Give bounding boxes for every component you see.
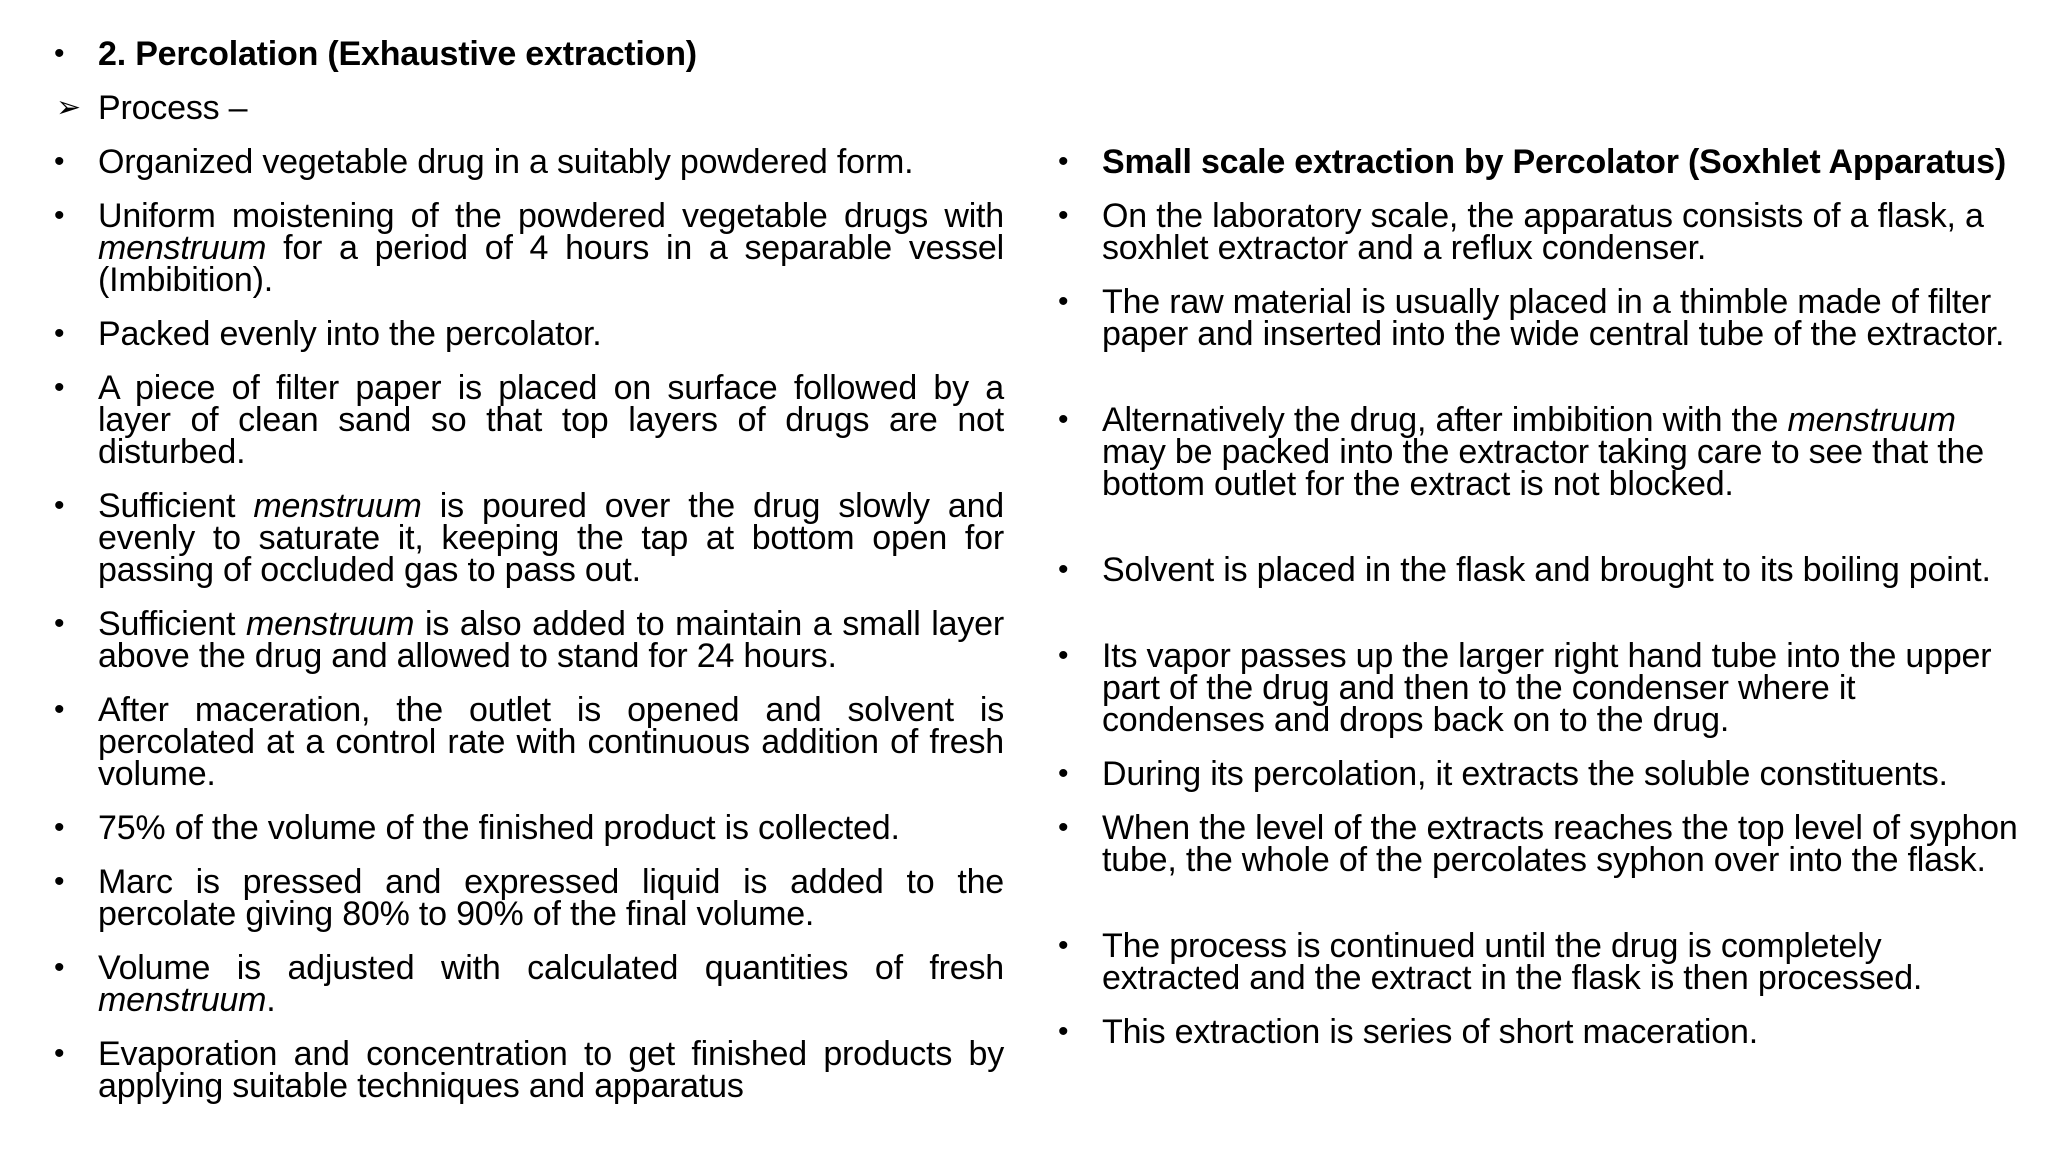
left-item-11 — [54, 1035, 1004, 1105]
bullet-icon: • — [54, 199, 65, 232]
right-heading-item — [1058, 143, 2018, 181]
bullet-icon: • — [1058, 553, 1069, 586]
right-item-5 — [1058, 637, 2018, 739]
left-item-3 — [54, 315, 1004, 353]
bullet-icon: • — [1058, 199, 1069, 232]
right-item-2 — [1058, 283, 2018, 353]
bullet-icon: • — [54, 317, 65, 350]
bullet-icon: • — [54, 693, 65, 726]
bullet-icon: • — [54, 145, 65, 178]
left-item-9-text: Marc is pressed and expressed liquid is added to the percolate giving 80% to 90% of the final volume. — [98, 863, 1004, 933]
right-item-9-text: This extraction is series of short maceration. — [1102, 1013, 1758, 1051]
left-item-9 — [54, 863, 1004, 933]
left-item-7 — [54, 691, 1004, 793]
left-item-4-text: A piece of filter paper is placed on surface followed by a layer of clean sand so that top layers of drugs are not disturbed. — [98, 369, 1004, 471]
process-label: Process – — [98, 89, 248, 127]
left-item-4 — [54, 369, 1004, 471]
left-item-5-text: Sufficient menstruum is poured over the drug slowly and evenly to saturate it, keeping the tap at bottom open for passing of occluded gas to pass out. — [98, 487, 1004, 589]
bullet-icon: • — [54, 951, 65, 984]
right-item-7-text: When the level of the extracts reaches the top level of syphon tube, the whole of the percolates syphon over into the flask. — [1102, 809, 2018, 879]
left-item-8 — [54, 809, 1004, 847]
right-heading: Small scale extraction by Percolator (Soxhlet Apparatus) — [1102, 143, 2006, 181]
right-item-3-text: Alternatively the drug, after imbibition with the menstruum may be packed into the extractor taking care to see that the bottom outlet for the extract is not blocked. — [1102, 401, 1984, 503]
left-item-6 — [54, 605, 1005, 675]
bullet-icon: • — [54, 865, 65, 898]
right-item-4 — [1058, 551, 2018, 589]
bullet-icon: • — [1058, 929, 1069, 962]
bullet-icon: • — [1058, 757, 1069, 790]
left-item-3-text: Packed evenly into the percolator. — [98, 315, 602, 353]
bullet-icon: • — [54, 1037, 65, 1070]
bullet-icon: • — [54, 37, 65, 70]
left-item-10-text: Volume is adjusted with calculated quantities of fresh menstruum. — [98, 949, 1004, 1019]
bullet-icon: • — [1058, 403, 1069, 436]
arrow-bullet-icon: ➢ — [56, 91, 81, 124]
bullet-icon: • — [54, 371, 65, 404]
bullet-icon: • — [1058, 285, 1069, 318]
right-item-7 — [1058, 809, 2018, 879]
left-item-2 — [54, 197, 1004, 299]
process-item — [54, 89, 1004, 127]
right-item-2-text: The raw material is usually placed in a thimble made of filter paper and inserted into the wide central tube of the extractor. — [1102, 283, 2005, 353]
left-heading: 2. Percolation (Exhaustive extraction) — [98, 35, 697, 73]
right-item-3 — [1058, 401, 2018, 503]
right-item-4-text: Solvent is placed in the flask and brought to its boiling point. — [1102, 551, 1991, 589]
left-item-2-text: Uniform moistening of the powdered vegetable drugs with menstruum for a period of 4 hours in a separable vessel (Imbibition). — [98, 197, 1004, 299]
right-item-8 — [1058, 927, 2018, 997]
left-item-7-text: After maceration, the outlet is opened and solvent is percolated at a control rate with continuous addition of fresh volume. — [98, 691, 1004, 793]
left-heading-item — [54, 35, 1004, 73]
left-item-6-text: Sufficient menstruum is also added to maintain a small layer above the drug and allowed to stand for 24 hours. — [98, 605, 1005, 675]
left-item-1-text: Organized vegetable drug in a suitably powdered form. — [98, 143, 914, 181]
bullet-icon: • — [1058, 639, 1069, 672]
left-item-1 — [54, 143, 1004, 181]
right-item-9 — [1058, 1013, 2018, 1051]
right-item-6-text: During its percolation, it extracts the soluble constituents. — [1102, 755, 1948, 793]
right-item-6 — [1058, 755, 2018, 793]
bullet-icon: • — [54, 489, 65, 522]
bullet-icon: • — [1058, 145, 1069, 178]
right-item-1 — [1058, 197, 2018, 267]
bullet-icon: • — [1058, 1015, 1069, 1048]
right-item-8-text: The process is continued until the drug is completely extracted and the extract in the flask is then processed. — [1102, 927, 1923, 997]
right-item-1-text: On the laboratory scale, the apparatus consists of a flask, a soxhlet extractor and a reflux condenser. — [1102, 197, 1984, 267]
bullet-icon: • — [54, 811, 65, 844]
left-item-11-text: Evaporation and concentration to get finished products by applying suitable techniques and apparatus — [98, 1035, 1004, 1105]
bullet-icon: • — [54, 607, 65, 640]
left-item-10 — [54, 949, 1004, 1019]
bullet-icon: • — [1058, 811, 1069, 844]
left-item-5 — [54, 487, 1004, 589]
left-item-8-text: 75% of the volume of the finished product is collected. — [98, 809, 900, 847]
right-item-5-text: Its vapor passes up the larger right hand tube into the upper part of the drug and then to the condenser where it condenses and drops back on to the drug. — [1102, 637, 1992, 739]
